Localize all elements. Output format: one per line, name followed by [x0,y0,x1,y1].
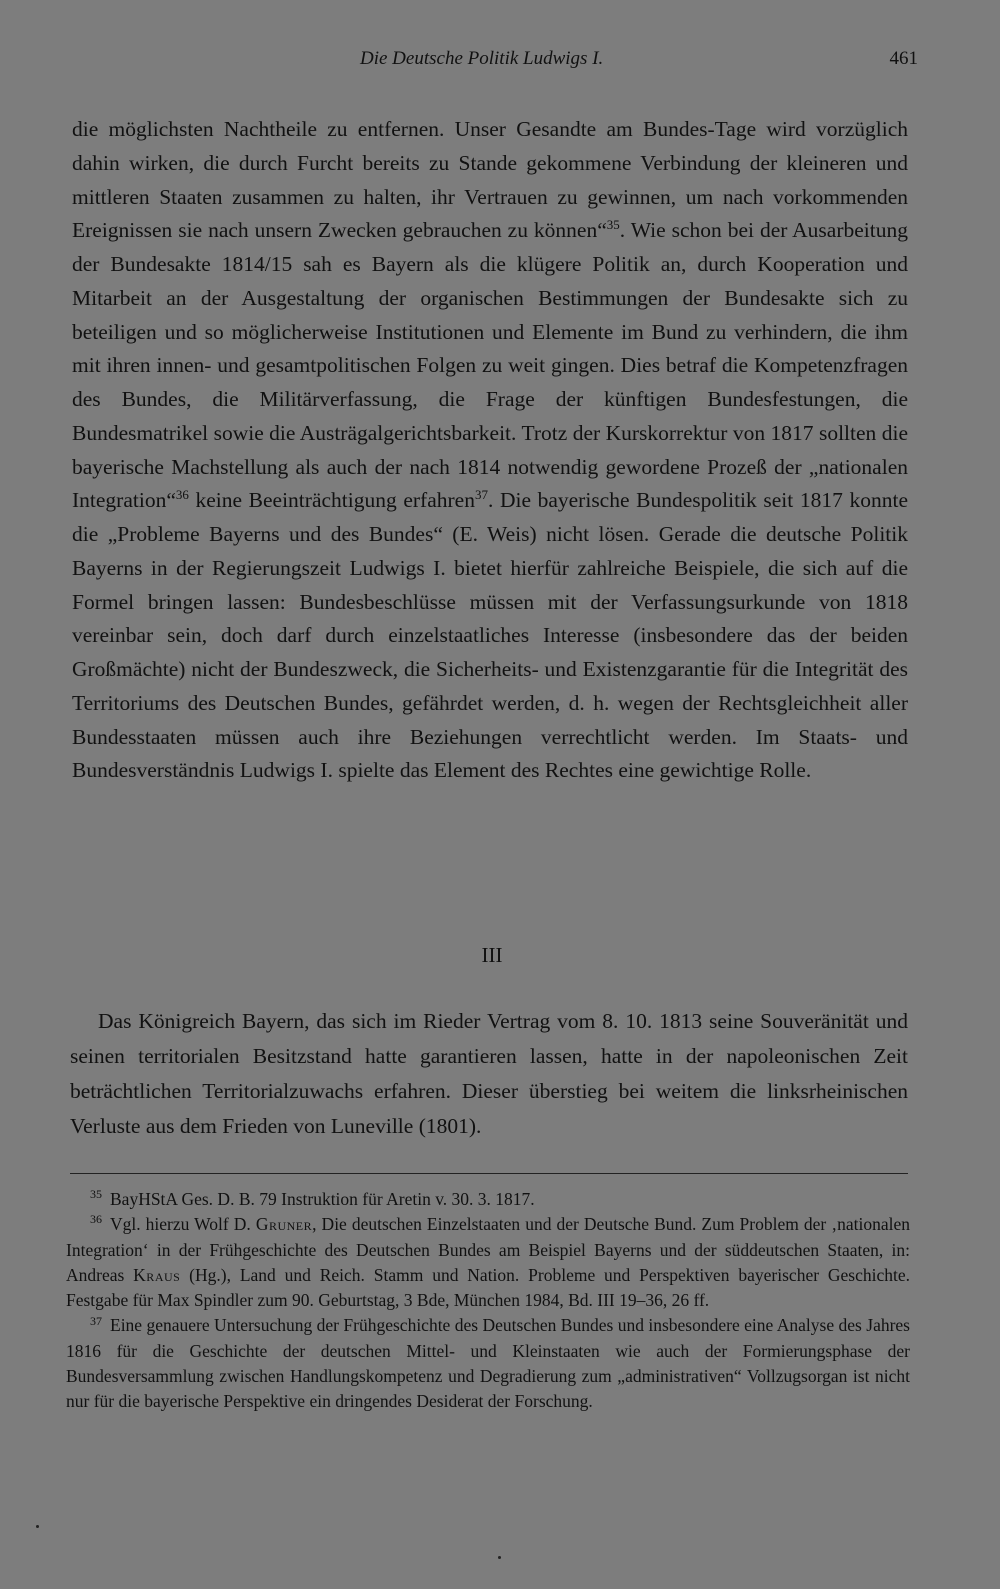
paragraph-text: . Wie schon bei der Ausarbeitung der Bundesakte 1814/15 sah es Bayern als die klügere Politik an, durch Kooperation und Mitarbeit an der Ausgestaltung der organischen Bestimmungen der Bundesakte sich zu beteiligen und so möglicherweise Institutionen und Elemente im Bund zu verhindern, die ihm mit ihren innen- und gesamtpolitischen Folgen zu weit gingen. Dies betraf die Kompetenzfragen des Bundes, die Militärverfassung, die Frage der künftigen Bundesfestungen, die Bundesmatrikel sowie die Austrägalgerichtsbarkeit. Trotz der Kurskorrektur von 1817 sollten die bayerische Machstellung als auch der nach 1814 notwendig gewordene Prozeß der „nationalen Integration“ [72,218,908,513]
section-heading: III [481,943,503,967]
footnote-number: 36 [90,1212,102,1227]
author-name: Kraus [133,1264,181,1285]
section-paragraph: Das Königreich Bayern, das sich im Rieder Vertrag vom 8. 10. 1813 seine Souveränität und seinen territorialen Besitzstand hatte garantieren lassen, hatte in der napoleonischen Zeit beträchtlichen Territorialzuwachs erfahren. Dieser überstieg bei weitem die linksrheinischen Verluste aus dem Frieden von Luneville (1801). [70,1009,908,1138]
footnote-number: 37 [90,1313,102,1328]
footnote-text: Eine genauere Untersuchung der Frühgeschichte des Deutschen Bundes und insbesondere eine Analyse des Jahres 1816 für die Geschichte der deutschen Mittel- und Kleinstaaten wie auch der Formierungsphase der Bundesversammlung zwischen Handlungskompetenz und Degradierung zum „administrativen“ Vollzugsorgan ist nicht nur für die bayerische Perspektive ein dringendes Desiderat der Forschung. [66,1315,910,1412]
paragraph-text: keine Beeinträchtigung erfahren [188,488,475,513]
page-number: 461 [889,48,918,69]
scan-speck [36,1525,39,1528]
footnote-37 [66,1313,910,1414]
scan-speck [498,1556,501,1559]
paragraph-text: . Die bayerische Bundespolitik seit 1817 konnte die „Probleme Bayerns und des Bundes“ (E. Weis) nicht lösen. Gerade die deutsche Politik Bayerns in der Regierungszeit Ludwigs I. bietet hierfür zahlreiche Beispiele, die sich auf die Formel bringen lassen: Bundesbeschlüsse müssen mit der Verfassungsurkunde von 1818 vereinbar sein, doch darf durch einzelstaatliches Interesse (insbesondere das der beiden Großmächte) nicht der Bundeszweck, die Sicherheits- und Existenzgarantie für die Integrität des Territoriums des Deutschen Bundes, gefährdet werden, d. h. wegen der Rechtsgleichheit aller Bundesstaaten müssen auch ihre Beziehungen verrechtlicht werden. Im Staats- und Bundesverständnis Ludwigs I. spielte das Element des Rechtes eine gewichtige Rolle. [72,488,908,783]
footnote-text: Vgl. hierzu Wolf D. [110,1214,256,1235]
footnote-ref-35[interactable]: 35 [606,217,620,233]
footnote-number: 35 [90,1187,102,1202]
footnote-ref-37[interactable]: 37 [474,487,488,503]
running-header-title: Die Deutsche Politik Ludwigs I. [360,48,604,69]
footnote-ref-36[interactable]: 36 [175,487,189,503]
main-paragraph [72,113,908,788]
footnote-36 [66,1212,910,1313]
footnote-35 [66,1187,910,1212]
footnotes [66,1187,910,1415]
paragraph-text: die möglichsten Nachtheile zu entfernen. Unser Gesandte am Bundes-Tage wird vorzüglich dahin wirken, die durch Furcht bereits zu Stande gekommene Verbindung der kleineren und mittleren Staaten zusammen zu halten, ihr Vertrauen zu gewinnen, um nach vorkommenden Ereignissen sie nach unsern Zwecken gebrauchen zu können“ [72,117,908,243]
footnote-text: , Die deutschen Einzelstaaten und der Deutsche Bund. Zum Problem der ‚nationalen Integration‘ in der Frühgeschichte des Deutschen Bundes am Beispiel Bayerns und der süddeutschen Staaten, in: Andreas [66,1214,910,1285]
footnote-divider [70,1173,908,1174]
footnote-text: BayHStA Ges. D. B. 79 Instruktion für Aretin v. 30. 3. 1817. [110,1189,535,1209]
footnote-text: (Hg.), Land und Reich. Stamm und Nation. Probleme und Perspektiven bayerischer Geschichte. Festgabe für Max Spindler zum 90. Geburtstag, 3 Bde, München 1984, Bd. III 19–36, 26 ff. [66,1264,911,1311]
author-name: Gruner [255,1214,313,1235]
